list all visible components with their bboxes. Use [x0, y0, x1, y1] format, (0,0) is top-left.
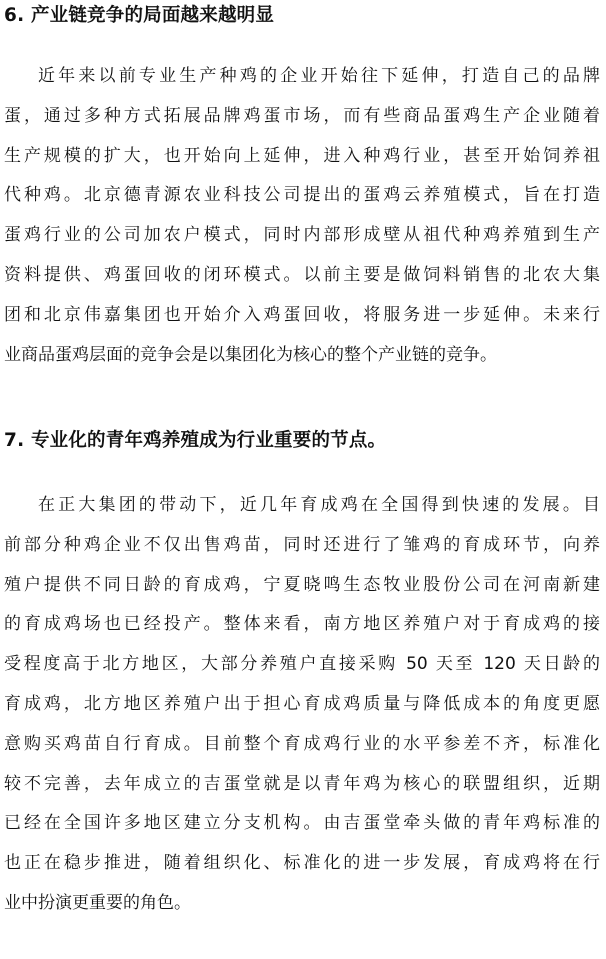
- paragraph-line: 业中扮演更重要的角色。: [4, 892, 191, 913]
- paragraph-line: 近年来以前专业生产种鸡的企业开始往下延伸，打造自己的品牌: [38, 66, 600, 86]
- paragraph-line: 资料提供、鸡蛋回收的闭环模式。以前主要是做饲料销售的北农大集: [4, 264, 600, 285]
- paragraph-line: 团和北京伟嘉集团也开始介入鸡蛋回收，将服务进一步延伸。未来行: [4, 304, 600, 325]
- section-7-paragraph: [4, 486, 600, 924]
- paragraph-line: 生产规模的扩大，也开始向上延伸，进入种鸡行业，甚至开始饲养祖: [4, 145, 600, 166]
- paragraph-line: 殖户提供不同日龄的育成鸡，宁夏晓鸣生态牧业股份公司在河南新建: [4, 574, 600, 595]
- paragraph-line: 前部分种鸡企业不仅出售鸡苗，同时还进行了雏鸡的育成环节，向养: [4, 534, 600, 555]
- section-6-heading: 6. 产业链竞争的局面越来越明显: [4, 5, 275, 26]
- section-7-heading: 7. 专业化的青年鸡养殖成为行业重要的节点。: [4, 430, 387, 451]
- paragraph-line: 受程度高于北方地区，大部分养殖户直接采购 50 天至 120 天日龄的: [4, 654, 600, 675]
- paragraph-line: 的育成鸡场也已经投产。整体来看，南方地区养殖户对于育成鸡的接: [4, 614, 600, 635]
- paragraph-line: 代种鸡。北京德青源农业科技公司提出的蛋鸡云养殖模式，旨在打造: [4, 185, 600, 206]
- paragraph-line: 蛋鸡行业的公司加农户模式，同时内部形成壁从祖代种鸡养殖到生产: [4, 225, 600, 246]
- paragraph-line: 业商品蛋鸡层面的竞争会是以集团化为核心的整个产业链的竞争。: [4, 344, 497, 365]
- paragraph-line: 也正在稳步推进，随着组织化、标准化的进一步发展，育成鸡将在行: [4, 853, 600, 874]
- paragraph-line: 意购买鸡苗自行育成。目前整个育成鸡行业的水平参差不齐，标准化: [4, 733, 600, 754]
- paragraph-line: 较不完善，去年成立的吉蛋堂就是以青年鸡为核心的联盟组织，近期: [4, 773, 600, 794]
- paragraph-line: 在正大集团的带动下，近几年育成鸡在全国得到快速的发展。目: [38, 495, 600, 515]
- paragraph-line: 已经在全国许多地区建立分支机构。由吉蛋堂牵头做的青年鸡标准的: [4, 813, 600, 834]
- paragraph-line: 蛋，通过多种方式拓展品牌鸡蛋市场，而有些商品蛋鸡生产企业随着: [4, 105, 600, 126]
- paragraph-line: 育成鸡，北方地区养殖户出于担心育成鸡质量与降低成本的角度更愿: [4, 693, 600, 714]
- section-6-paragraph: [4, 57, 600, 375]
